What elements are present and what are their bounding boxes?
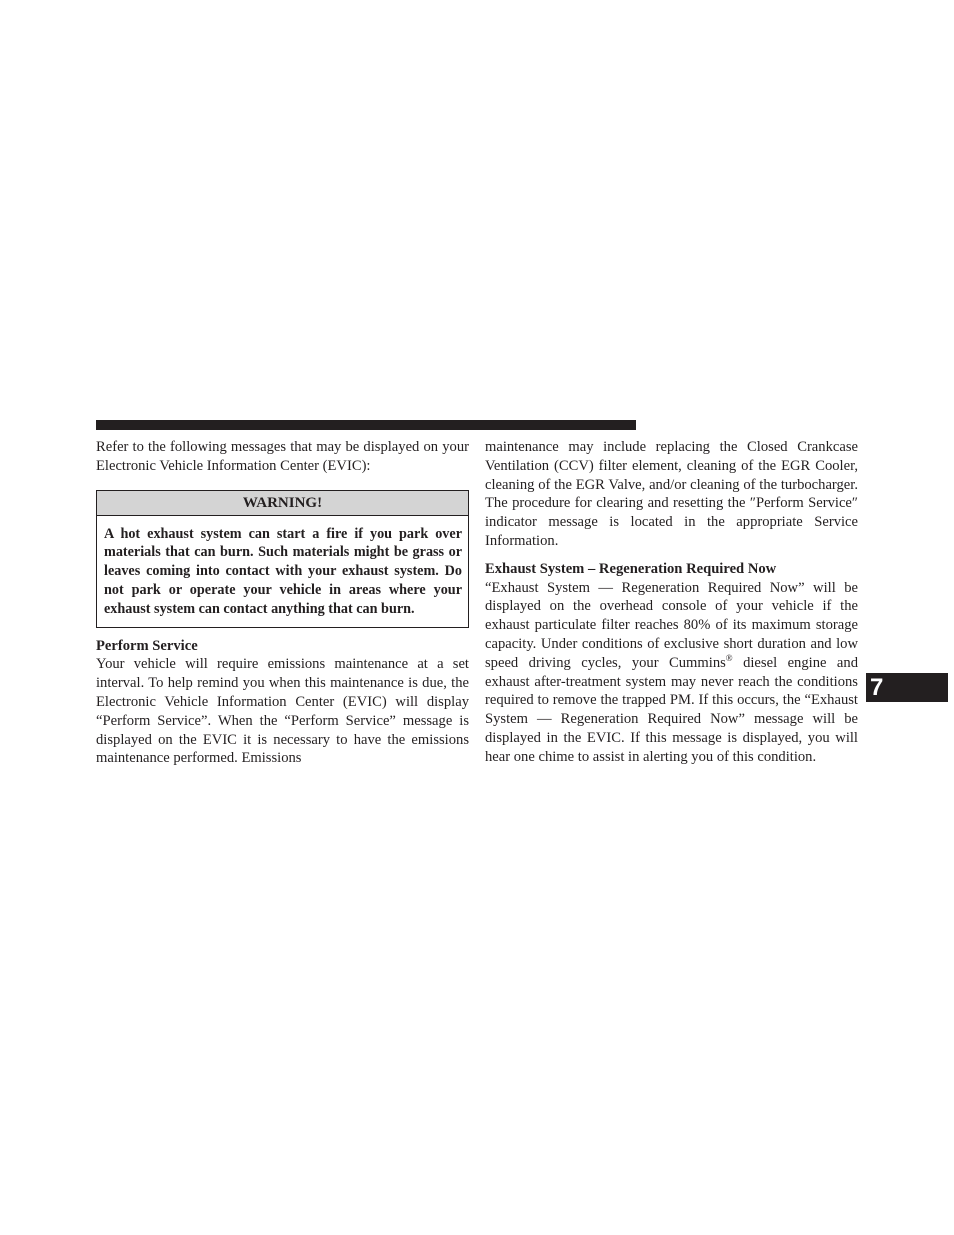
regen-text-part2: diesel engine and exhaust after-treatment system may never reach the conditions required to remove the trapped PM. If this occurs, the “Exhaust System — Regeneration Required Now” message will be displayed in the EVIC. If this message is displayed, you will hear one chime to assist in alerting you of this condition. xyxy=(485,654,858,765)
perform-service-paragraph: Your vehicle will require emissions maintenance at a set interval. To help remind you when this maintenance is due, the Electronic Vehicle Information Center (EVIC) will display “Perform Service”. When the “Perform Service” message is displayed on the EVIC it is necessary to have the emissions maintenance performed. Emissions xyxy=(96,656,469,767)
perform-service-heading: Perform Service xyxy=(96,637,198,654)
section-rule xyxy=(96,420,636,430)
warning-title: WARNING! xyxy=(97,491,468,516)
warning-text: A hot exhaust system can start a fire if you park over materials that can burn. Such materials might be grass or leaves coming into contact with your exhaust system. Do not park or operate your vehicle in areas where your exhaust system can contact anything that can burn. xyxy=(104,525,462,617)
regen-paragraph xyxy=(485,579,858,767)
regen-text-part1: “Exhaust System — Regeneration Required Now” will be displayed on the overhead console of your vehicle if the exhaust particulate filter reaches 80% of its maximum storage capacity. Under conditions of exclusive short duration and low speed driving cycles, your Cummins xyxy=(485,579,858,671)
registered-mark: ® xyxy=(725,652,733,663)
warning-box xyxy=(96,490,469,628)
left-column xyxy=(96,438,469,768)
right-column xyxy=(485,438,858,767)
chapter-tab: 7 xyxy=(866,673,948,702)
intro-paragraph: Refer to the following messages that may be displayed on your Electronic Vehicle Information Center (EVIC): xyxy=(96,439,469,474)
regen-heading: Exhaust System – Regeneration Required Now xyxy=(485,560,777,577)
perform-service-continued: maintenance may include replacing the Closed Crankcase Ventilation (CCV) filter element, cleaning of the EGR Cooler, cleaning of the EGR Valve, and/or cleaning of the turbocharger. The procedure for clearing and resetting the ″Perform Service″ indicator message is located in the appropriate Service Information. xyxy=(485,439,858,549)
